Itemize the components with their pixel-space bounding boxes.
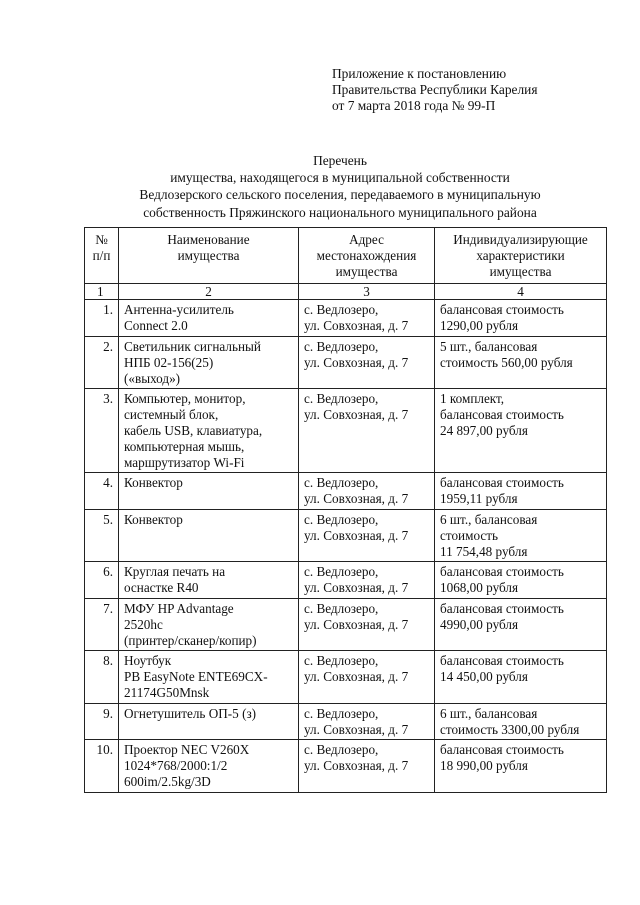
- item-address: с. Ведлозеро, ул. Совхозная, д. 7: [299, 740, 435, 792]
- document-title-line: Перечень: [313, 153, 367, 168]
- resolution-reference-line: Правительства Республики Карелия: [332, 82, 538, 97]
- item-name: Светильник сигнальный НПБ 02-156(25) («выход»): [119, 336, 299, 388]
- item-address: с. Ведлозеро, ул. Совхозная, д. 7: [299, 651, 435, 703]
- item-name: МФУ HP Advantage 2520hc (принтер/сканер/копир): [119, 598, 299, 650]
- column-index: 1: [85, 284, 119, 300]
- row-number: 7.: [85, 598, 119, 650]
- item-characteristics: балансовая стоимость 1068,00 рубля: [435, 562, 607, 599]
- table-row: [85, 562, 607, 599]
- row-number: 9.: [85, 703, 119, 740]
- item-characteristics: 6 шт., балансовая стоимость 11 754,48 рубля: [435, 509, 607, 561]
- item-characteristics: балансовая стоимость 14 450,00 рубля: [435, 651, 607, 703]
- table-row: [85, 651, 607, 703]
- item-address: с. Ведлозеро, ул. Совхозная, д. 7: [299, 509, 435, 561]
- item-characteristics: балансовая стоимость 4990,00 рубля: [435, 598, 607, 650]
- header-address: Адрес местонахождения имущества: [299, 228, 435, 284]
- resolution-reference: [332, 66, 537, 114]
- column-index: 2: [119, 284, 299, 300]
- table-row: [85, 740, 607, 792]
- header-name: Наименование имущества: [119, 228, 299, 284]
- item-name: Проектор NEC V260X 1024*768/2000:1/2 600im/2.5kg/3D: [119, 740, 299, 792]
- column-index: 3: [299, 284, 435, 300]
- resolution-reference-line: Приложение к постановлению: [332, 66, 507, 81]
- header-number: № п/п: [85, 228, 119, 284]
- item-characteristics: 6 шт., балансовая стоимость 3300,00 рубля: [435, 703, 607, 740]
- row-number: 3.: [85, 389, 119, 473]
- item-address: с. Ведлозеро, ул. Совхозная, д. 7: [299, 336, 435, 388]
- item-name: Огнетушитель ОП-5 (з): [119, 703, 299, 740]
- row-number: 4.: [85, 473, 119, 510]
- table-row: [85, 473, 607, 510]
- row-number: 2.: [85, 336, 119, 388]
- item-name: Круглая печать на оснастке R40: [119, 562, 299, 599]
- column-index: 4: [435, 284, 607, 300]
- table-row: [85, 598, 607, 650]
- item-name: Ноутбук PB EasyNote ENTE69CX- 21174G50Mnsk: [119, 651, 299, 703]
- property-table: [84, 227, 607, 793]
- item-name: Конвектор: [119, 509, 299, 561]
- table-header-row: [85, 228, 607, 284]
- item-characteristics: балансовая стоимость 1959,11 рубля: [435, 473, 607, 510]
- header-characteristics: Индивидуализирующие характеристики имущества: [435, 228, 607, 284]
- document-title-line: Ведлозерского сельского поселения, передаваемого в муниципальную: [139, 187, 541, 203]
- item-name: Компьютер, монитор, системный блок, кабель USB, клавиатура, компьютерная мышь, маршрутизатор Wi-Fi: [119, 389, 299, 473]
- document-title: [60, 152, 620, 221]
- table-row: [85, 703, 607, 740]
- item-address: с. Ведлозеро, ул. Совхозная, д. 7: [299, 562, 435, 599]
- item-address: с. Ведлозеро, ул. Совхозная, д. 7: [299, 703, 435, 740]
- item-characteristics: 1 комплект, балансовая стоимость 24 897,00 рубля: [435, 389, 607, 473]
- item-characteristics: 5 шт., балансовая стоимость 560,00 рубля: [435, 336, 607, 388]
- row-number: 10.: [85, 740, 119, 792]
- table-row: [85, 509, 607, 561]
- column-index-row: [85, 284, 607, 300]
- item-address: с. Ведлозеро, ул. Совхозная, д. 7: [299, 300, 435, 337]
- item-name: Антенна-усилитель Connect 2.0: [119, 300, 299, 337]
- item-address: с. Ведлозеро, ул. Совхозная, д. 7: [299, 473, 435, 510]
- row-number: 8.: [85, 651, 119, 703]
- document-title-line: собственность Пряжинского национального муниципального района: [143, 204, 537, 220]
- table-row: [85, 336, 607, 388]
- table-row: [85, 300, 607, 337]
- row-number: 6.: [85, 562, 119, 599]
- row-number: 5.: [85, 509, 119, 561]
- document-title-line: имущества, находящегося в муниципальной собственности: [170, 170, 510, 186]
- item-characteristics: балансовая стоимость 1290,00 рубля: [435, 300, 607, 337]
- row-number: 1.: [85, 300, 119, 337]
- resolution-reference-line: от 7 марта 2018 года № 99-П: [332, 98, 496, 113]
- item-characteristics: балансовая стоимость 18 990,00 рубля: [435, 740, 607, 792]
- item-name: Конвектор: [119, 473, 299, 510]
- table-row: [85, 389, 607, 473]
- item-address: с. Ведлозеро, ул. Совхозная, д. 7: [299, 389, 435, 473]
- item-address: с. Ведлозеро, ул. Совхозная, д. 7: [299, 598, 435, 650]
